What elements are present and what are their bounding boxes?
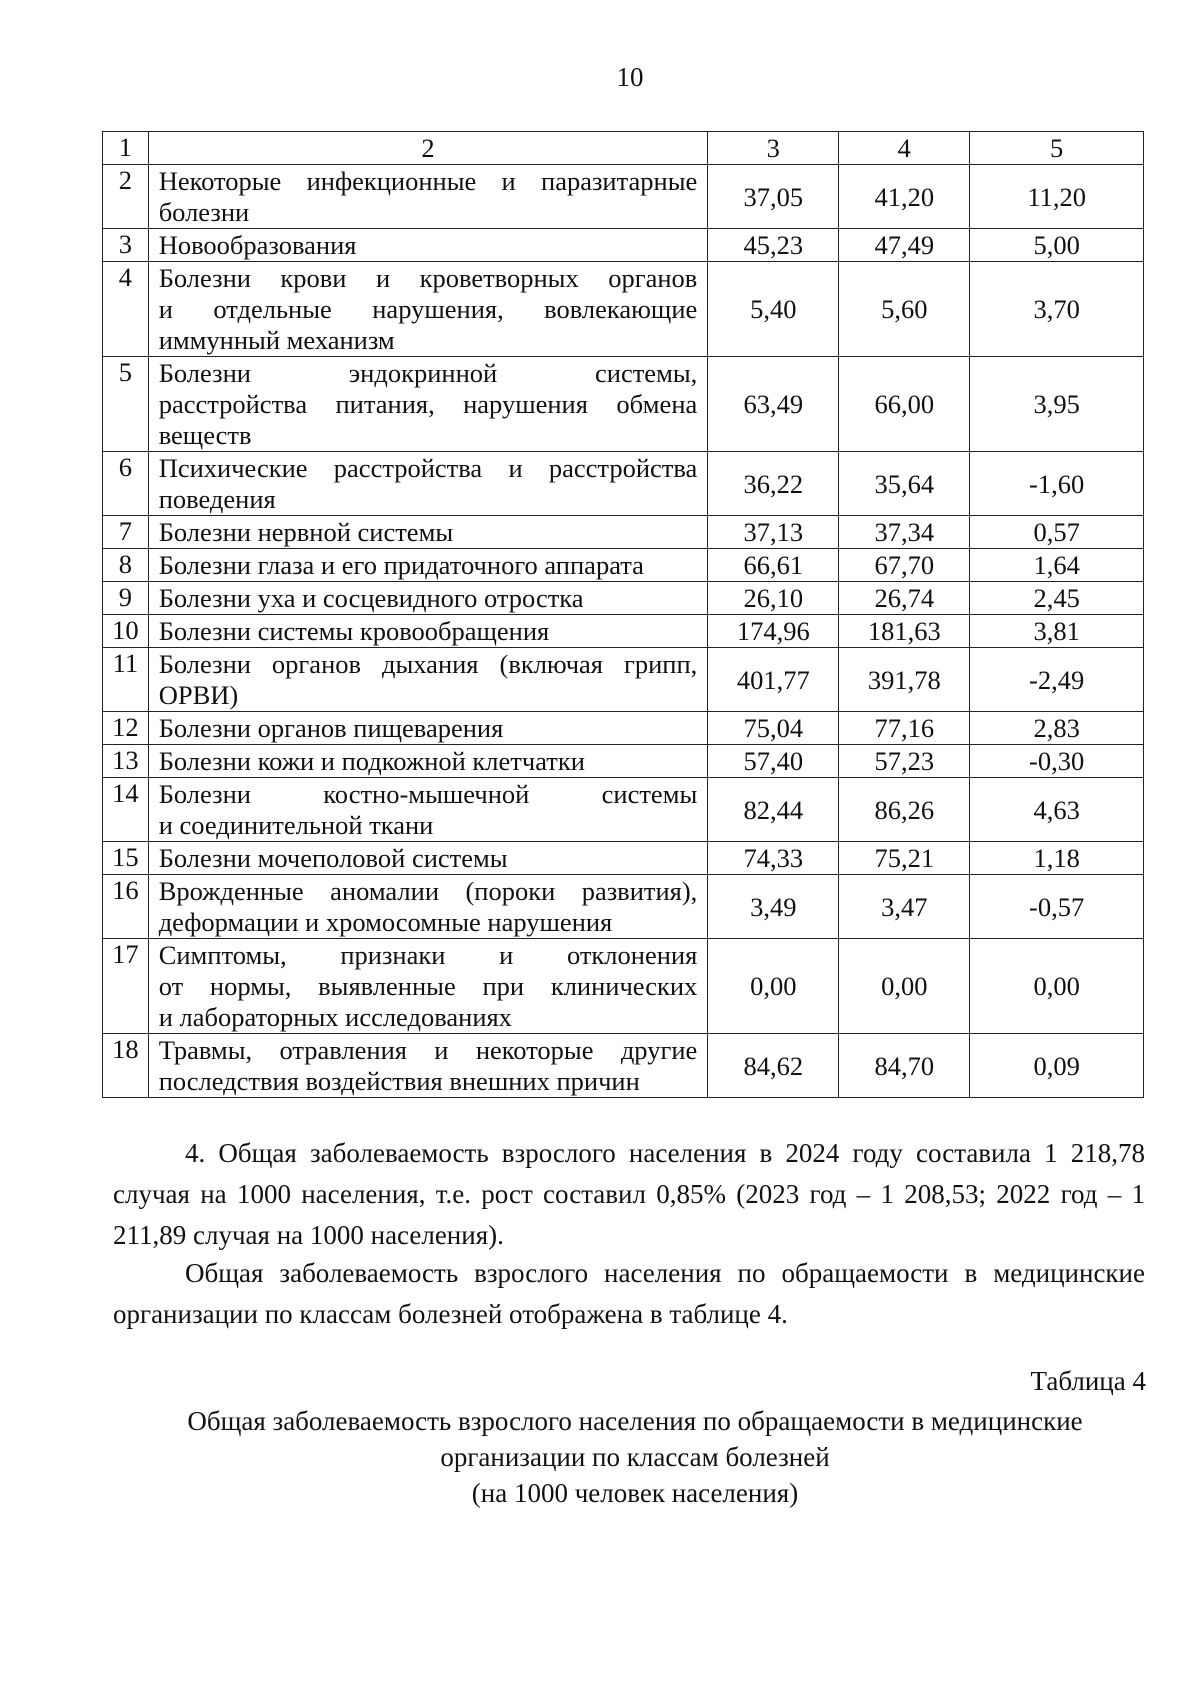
value-cell-col-5: 11,20 xyxy=(970,165,1144,229)
disease-class-line: ОРВИ) xyxy=(158,680,239,710)
header-cell: 5 xyxy=(970,132,1144,165)
value-cell-col-4: 77,16 xyxy=(839,712,970,745)
disease-class-line: Болезни эндокринной системы, xyxy=(158,358,698,388)
value-cell-col-5: -2,49 xyxy=(970,648,1144,712)
disease-class-cell xyxy=(148,452,708,516)
disease-class-line: Симптомы, признаки и отклонения xyxy=(158,940,698,970)
value-cell-col-5: 3,95 xyxy=(970,357,1144,452)
disease-class-cell xyxy=(148,648,708,712)
value-cell-col-4: 181,63 xyxy=(839,615,970,648)
disease-class-line: и лабораторных исследованиях xyxy=(158,1002,512,1032)
disease-class-cell xyxy=(148,516,708,549)
value-cell-col-3: 45,23 xyxy=(708,229,839,262)
value-cell-col-3: 3,49 xyxy=(708,875,839,939)
header-cell: 1 xyxy=(103,132,149,165)
disease-class-cell xyxy=(148,778,708,842)
disease-class-cell xyxy=(148,745,708,778)
row-number-cell: 10 xyxy=(103,615,149,648)
value-cell-col-5: 3,81 xyxy=(970,615,1144,648)
paragraph-general-incidence: 4. Общая заболеваемость взрослого населения в 2024 году составила 1 218,78 случая на 1000 населения, т.е. рост составил 0,85% (2023 год – 1 208,53; 2022 год – 1 211,89 случая на 1000 населения). xyxy=(113,1138,1145,1250)
table-row xyxy=(103,357,1144,452)
disease-class-cell xyxy=(148,1034,708,1098)
disease-class-cell xyxy=(148,165,708,229)
row-number-cell: 12 xyxy=(103,712,149,745)
disease-class-line: деформации и хромосомные нарушения xyxy=(158,907,613,937)
value-cell-col-4: 66,00 xyxy=(839,357,970,452)
value-cell-col-3: 174,96 xyxy=(708,615,839,648)
disease-class-line: и отдельные нарушения, вовлекающие xyxy=(158,294,698,324)
value-cell-col-4: 35,64 xyxy=(839,452,970,516)
disease-class-line: веществ xyxy=(158,420,252,450)
row-number-cell: 6 xyxy=(103,452,149,516)
table-row xyxy=(103,648,1144,712)
value-cell-col-3: 66,61 xyxy=(708,549,839,582)
value-cell-col-5: -1,60 xyxy=(970,452,1144,516)
disease-class-line: расстройства питания, нарушения обмена xyxy=(158,389,698,419)
value-cell-col-4: 391,78 xyxy=(839,648,970,712)
value-cell-col-3: 75,04 xyxy=(708,712,839,745)
value-cell-col-5: 5,00 xyxy=(970,229,1144,262)
table-row xyxy=(103,516,1144,549)
disease-class-cell xyxy=(148,229,708,262)
disease-class-cell xyxy=(148,262,708,357)
table-row xyxy=(103,549,1144,582)
disease-class-cell xyxy=(148,615,708,648)
table-row xyxy=(103,939,1144,1034)
disease-class-line: и соединительной ткани xyxy=(158,810,434,840)
value-cell-col-4: 47,49 xyxy=(839,229,970,262)
value-cell-col-5: 0,00 xyxy=(970,939,1144,1034)
row-number-cell: 14 xyxy=(103,778,149,842)
table-title-line: (на 1000 человек населения) xyxy=(471,1478,799,1508)
disease-class-line: последствия воздействия внешних причин xyxy=(158,1066,640,1096)
disease-class-line: поведения xyxy=(158,484,276,514)
disease-class-line: Травмы, отравления и некоторые другие xyxy=(158,1035,698,1065)
table-row xyxy=(103,452,1144,516)
value-cell-col-3: 63,49 xyxy=(708,357,839,452)
value-cell-col-3: 5,40 xyxy=(708,262,839,357)
disease-class-line: Врожденные аномалии (пороки развития), xyxy=(158,876,698,906)
row-number-cell: 13 xyxy=(103,745,149,778)
value-cell-col-3: 26,10 xyxy=(708,582,839,615)
table-row xyxy=(103,745,1144,778)
disease-class-line: от нормы, выявленные при клинических xyxy=(158,971,698,1001)
table-row xyxy=(103,165,1144,229)
disease-class-line: Болезни костно-мышечной системы xyxy=(158,779,698,809)
value-cell-col-4: 0,00 xyxy=(839,939,970,1034)
value-cell-col-3: 0,00 xyxy=(708,939,839,1034)
value-cell-col-3: 37,05 xyxy=(708,165,839,229)
value-cell-col-5: 2,83 xyxy=(970,712,1144,745)
row-number-cell: 2 xyxy=(103,165,149,229)
row-number-cell: 5 xyxy=(103,357,149,452)
table-title-line: организации по классам болезней xyxy=(440,1442,830,1472)
value-cell-col-5: 1,64 xyxy=(970,549,1144,582)
table-row xyxy=(103,842,1144,875)
value-cell-col-3: 84,62 xyxy=(708,1034,839,1098)
disease-class-cell xyxy=(148,875,708,939)
disease-class-cell xyxy=(148,712,708,745)
value-cell-col-4: 3,47 xyxy=(839,875,970,939)
value-cell-col-5: -0,57 xyxy=(970,875,1144,939)
row-number-cell: 3 xyxy=(103,229,149,262)
disease-class-line: Болезни мочеполовой системы xyxy=(158,843,508,873)
value-cell-col-5: 3,70 xyxy=(970,262,1144,357)
value-cell-col-4: 26,74 xyxy=(839,582,970,615)
table-row xyxy=(103,712,1144,745)
value-cell-col-5: -0,30 xyxy=(970,745,1144,778)
value-cell-col-4: 86,26 xyxy=(839,778,970,842)
disease-class-cell xyxy=(148,842,708,875)
value-cell-col-4: 67,70 xyxy=(839,549,970,582)
row-number-cell: 9 xyxy=(103,582,149,615)
disease-class-line: Болезни нервной системы xyxy=(158,517,454,547)
disease-class-line: болезни xyxy=(158,197,250,227)
value-cell-col-4: 41,20 xyxy=(839,165,970,229)
table-4-label: Таблица 4 xyxy=(1030,1366,1146,1396)
row-number-cell: 7 xyxy=(103,516,149,549)
row-number-cell: 18 xyxy=(103,1034,149,1098)
disease-incidence-table xyxy=(102,131,1144,1098)
value-cell-col-4: 57,23 xyxy=(839,745,970,778)
table-row xyxy=(103,582,1144,615)
table-4-title xyxy=(0,1403,1200,1511)
value-cell-col-4: 75,21 xyxy=(839,842,970,875)
disease-class-line: Болезни органов пищеварения xyxy=(158,713,504,743)
table-title-line: Общая заболеваемость взрослого населения по обращаемости в медицинские xyxy=(187,1406,1083,1436)
value-cell-col-3: 37,13 xyxy=(708,516,839,549)
table-row xyxy=(103,262,1144,357)
disease-class-line: Болезни органов дыхания (включая грипп, xyxy=(158,649,698,679)
table-row xyxy=(103,615,1144,648)
disease-class-line: Психические расстройства и расстройства xyxy=(158,453,698,483)
disease-class-line: Болезни уха и сосцевидного отростка xyxy=(158,583,584,613)
disease-class-cell xyxy=(148,549,708,582)
disease-class-line: Новообразования xyxy=(158,230,357,260)
value-cell-col-5: 0,57 xyxy=(970,516,1144,549)
row-number-cell: 11 xyxy=(103,648,149,712)
header-cell: 3 xyxy=(708,132,839,165)
row-number-cell: 8 xyxy=(103,549,149,582)
value-cell-col-5: 1,18 xyxy=(970,842,1144,875)
row-number-cell: 17 xyxy=(103,939,149,1034)
disease-class-cell xyxy=(148,357,708,452)
row-number-cell: 15 xyxy=(103,842,149,875)
value-cell-col-3: 82,44 xyxy=(708,778,839,842)
value-cell-col-3: 57,40 xyxy=(708,745,839,778)
value-cell-col-3: 74,33 xyxy=(708,842,839,875)
value-cell-col-3: 401,77 xyxy=(708,648,839,712)
row-number-cell: 16 xyxy=(103,875,149,939)
header-cell: 2 xyxy=(148,132,708,165)
disease-class-line: Болезни глаза и его придаточного аппарата xyxy=(158,550,644,580)
value-cell-col-5: 2,45 xyxy=(970,582,1144,615)
disease-class-line: Болезни системы кровообращения xyxy=(158,616,550,646)
header-cell: 4 xyxy=(839,132,970,165)
value-cell-col-4: 5,60 xyxy=(839,262,970,357)
table-row xyxy=(103,1034,1144,1098)
value-cell-col-5: 0,09 xyxy=(970,1034,1144,1098)
disease-class-cell xyxy=(148,939,708,1034)
disease-class-line: иммунный механизм xyxy=(158,325,395,355)
disease-class-cell xyxy=(148,582,708,615)
disease-class-line: Некоторые инфекционные и паразитарные xyxy=(158,166,698,196)
page-number: 10 xyxy=(616,62,644,92)
value-cell-col-5: 4,63 xyxy=(970,778,1144,842)
table-header-row xyxy=(103,132,1144,165)
table-row xyxy=(103,778,1144,842)
value-cell-col-3: 36,22 xyxy=(708,452,839,516)
paragraph-table-reference: Общая заболеваемость взрослого населения по обращаемости в медицинские организации по классам болезней отображена в таблице 4. xyxy=(113,1258,1145,1329)
value-cell-col-4: 37,34 xyxy=(839,516,970,549)
disease-class-line: Болезни кожи и подкожной клетчатки xyxy=(158,746,585,776)
table-row xyxy=(103,875,1144,939)
table-row xyxy=(103,229,1144,262)
value-cell-col-4: 84,70 xyxy=(839,1034,970,1098)
disease-class-line: Болезни крови и кроветворных органов xyxy=(158,263,698,293)
row-number-cell: 4 xyxy=(103,262,149,357)
